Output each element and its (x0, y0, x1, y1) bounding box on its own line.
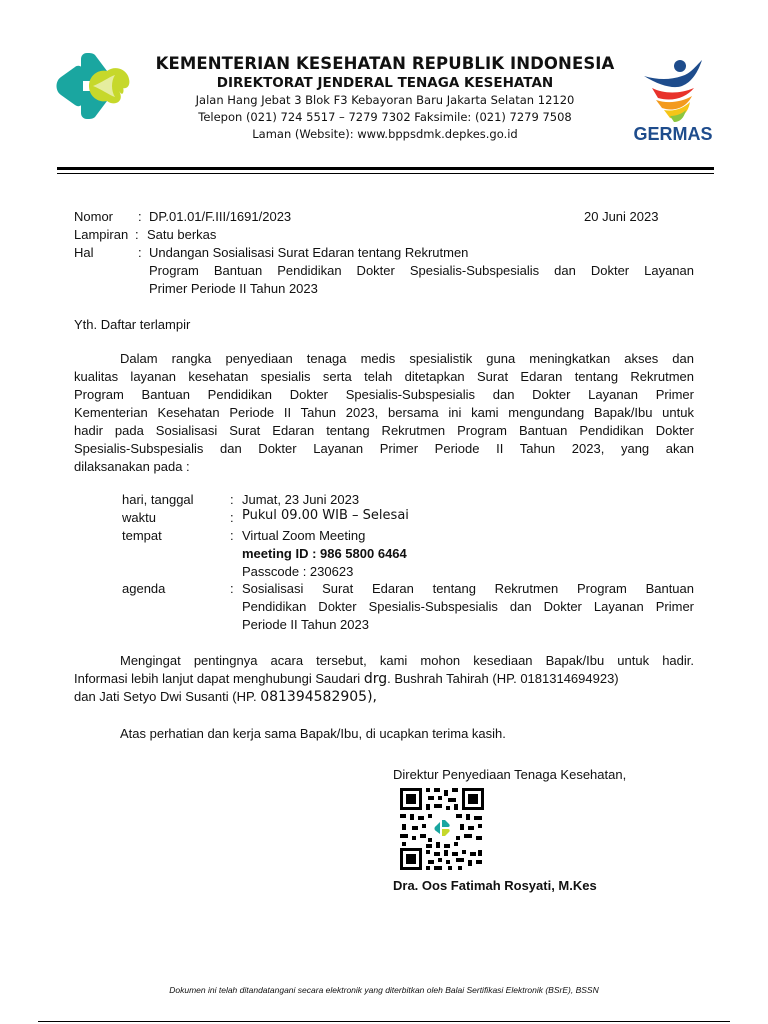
signatory-name: Dra. Oos Fatimah Rosyati, M.Kes (393, 878, 597, 893)
event-agenda-sep: : (230, 581, 234, 596)
event-date-sep: : (230, 492, 234, 507)
letterhead-text (140, 54, 630, 143)
address: Jalan Hang Jebat 3 Blok F3 Kebayoran Baru Jakarta Selatan 12120 (195, 93, 575, 107)
nomor-sep: : (138, 209, 142, 224)
germas-text: GERMAS (633, 124, 713, 144)
contact-text: Informasi lebih lanjut dapat menghubungi Saudari (74, 671, 364, 686)
website: Laman (Website): www.bppsdmk.depkes.go.id (252, 127, 518, 141)
letterhead-rule-thin (57, 173, 714, 174)
signature-title: Direktur Penyediaan Tenaga Kesehatan, (393, 767, 627, 782)
agenda-line-1: Sosialisasi Surat Edaran tentang Rekrutmen Program Bantuan (242, 581, 694, 596)
kemenkes-logo-icon (53, 51, 131, 121)
hal-label: Hal (74, 245, 94, 260)
event-time-value: Pukul 09.00 WIB – Selesai (242, 508, 409, 523)
esign-footer-note: Dokumen ini telah ditandatangani secara elektronik yang diterbitkan oleh Balai Sertifikasi Elektronik (BSrE), BSSN (169, 985, 599, 995)
germas-logo-icon (630, 56, 716, 148)
nomor-label: Nomor (74, 209, 114, 224)
contact-phone: 081394582905), (260, 689, 377, 705)
lampiran-label: Lampiran (74, 227, 129, 242)
paragraph-line: Kementerian Kesehatan Periode II Tahun 2023, bersama ini kami mengundang Bapak/Ibu untuk (74, 405, 694, 420)
agenda-line-2: Pendidikan Dokter Spesialis-Subspesialis dan Dokter Layanan Primer (242, 599, 694, 614)
hal-line-1: Undangan Sosialisasi Surat Edaran tentang Rekrutmen (149, 245, 469, 260)
qr-code-icon (398, 786, 486, 872)
contact-title: drg (363, 671, 388, 687)
paragraph-line: Dalam rangka penyediaan tenaga medis spesialistik guna meningkatkan akses dan (120, 351, 694, 366)
ministry-name: KEMENTERIAN KESEHATAN REPUBLIK INDONESIA (155, 54, 615, 73)
paragraph-line: hadir pada Sosialisasi Surat Edaran tentang Rekrutmen Program Bantuan Pendidikan Dokter (74, 423, 694, 438)
paragraph-line: Program Bantuan Pendidikan Dokter Spesialis-Subspesialis dan Dokter Layanan Primer (74, 387, 694, 402)
recipient: Yth. Daftar terlampir (74, 317, 191, 332)
event-place-sep: : (230, 528, 234, 543)
agenda-line-3: Periode II Tahun 2023 (242, 617, 369, 632)
letterhead-rule (57, 167, 714, 170)
hal-line-3: Primer Periode II Tahun 2023 (149, 281, 318, 296)
contact-line-2 (74, 670, 619, 688)
event-place-value: Virtual Zoom Meeting (242, 528, 366, 543)
letter-date: 20 Juni 2023 (584, 209, 659, 224)
contact-line-3 (74, 688, 377, 706)
contact-text: . Bushrah Tahirah (HP. 0181314694923) (387, 671, 619, 686)
directorate-name: DIREKTORAT JENDERAL TENAGA KESEHATAN (216, 75, 554, 91)
event-agenda-label: agenda (122, 581, 166, 596)
meeting-id: meeting ID : 986 5800 6464 (242, 546, 407, 561)
lampiran-value: Satu berkas (147, 227, 217, 242)
hal-line-2: Program Bantuan Pendidikan Dokter Spesialis-Subspesialis dan Dokter Layanan (149, 263, 694, 278)
event-date-value: Jumat, 23 Juni 2023 (242, 492, 360, 507)
footer-rule (38, 1021, 730, 1022)
event-date-label: hari, tanggal (122, 492, 194, 507)
event-time-sep: : (230, 510, 234, 525)
contact-line-1: Mengingat pentingnya acara tersebut, kami mohon kesediaan Bapak/Ibu untuk hadir. (120, 653, 694, 668)
contact-text: dan Jati Setyo Dwi Susanti (HP. (74, 689, 261, 704)
nomor-value: DP.01.01/F.III/1691/2023 (149, 209, 292, 224)
paragraph-line: kualitas layanan kesehatan spesialis serta telah ditetapkan Surat Edaran tentang Rekrutmen (74, 369, 694, 384)
event-time-label: waktu (122, 510, 156, 525)
paragraph-line: dilaksanakan pada : (74, 459, 190, 474)
event-place-label: tempat (122, 528, 162, 543)
paragraph-line: Spesialis-Subspesialis dan Dokter Layanan Primer Periode II Tahun 2023, yang akan (74, 441, 694, 456)
closing: Atas perhatian dan kerja sama Bapak/Ibu, di ucapkan terima kasih. (120, 726, 506, 741)
meeting-passcode: Passcode : 230623 (242, 564, 354, 579)
hal-sep: : (138, 245, 142, 260)
phone: Telepon (021) 724 5517 – 7279 7302 Faksimile: (021) 7279 7508 (198, 110, 572, 124)
lampiran-sep: : (135, 227, 139, 242)
